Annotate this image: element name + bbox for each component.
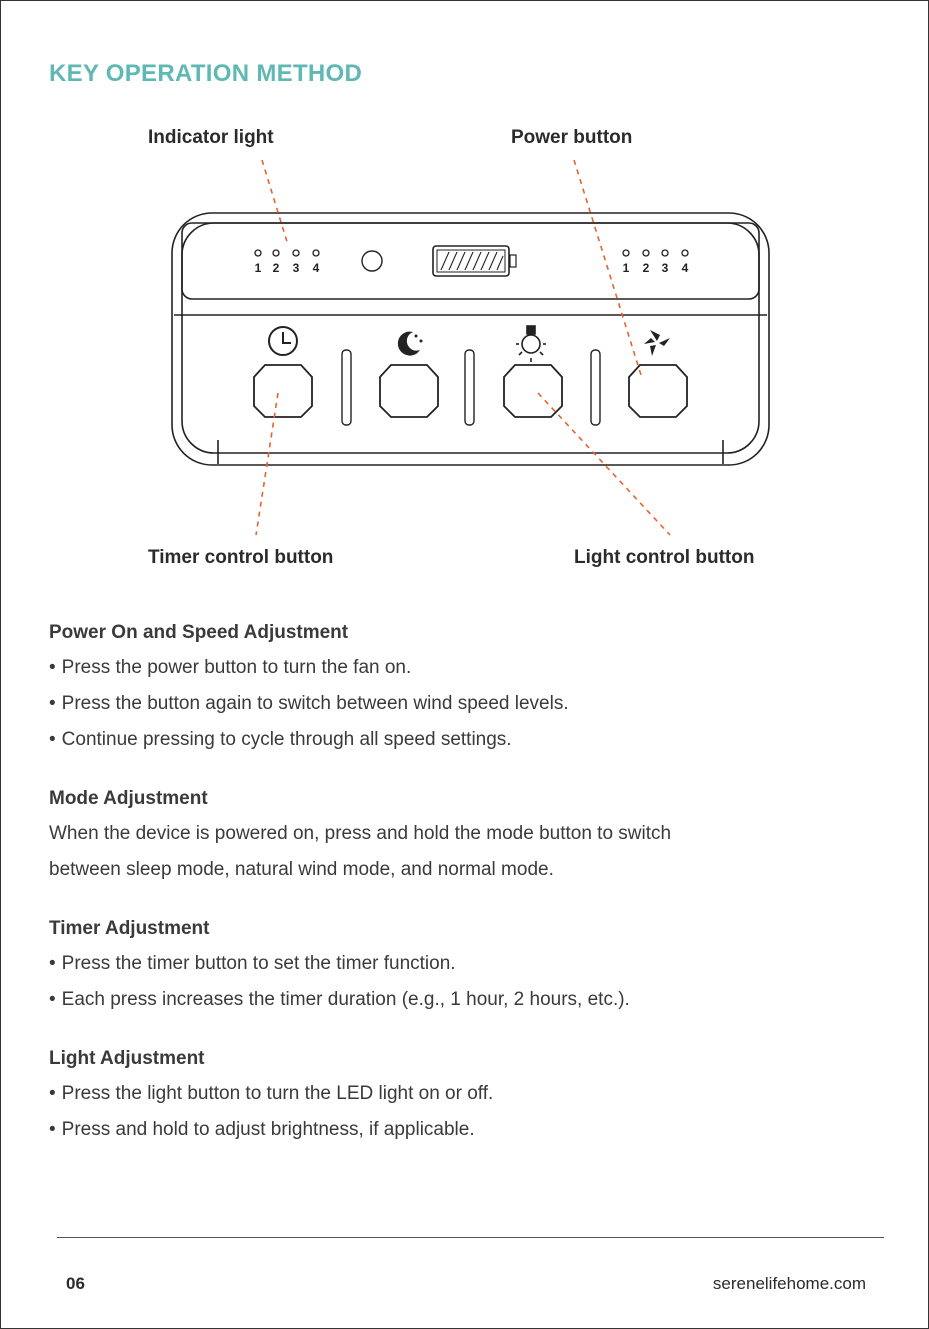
callout-indicator-light: Indicator light [148,127,274,148]
indicator-number: 3 [661,261,669,275]
page-number: 06 [66,1274,85,1293]
indicator-number: 3 [292,261,300,275]
callout-timer-control-button: Timer control button [148,547,334,568]
list-item: • Press the button again to switch between wind speed levels. [49,686,879,722]
indicator-number: 4 [312,261,320,275]
footer-divider [57,1237,884,1238]
indicator-number: 4 [681,261,689,275]
section-heading: Timer Adjustment [49,918,210,939]
section-power-speed [49,620,879,758]
callout-light-control-button: Light control button [574,547,755,568]
device-body [172,213,769,465]
indicator-number: 1 [622,261,630,275]
website-url[interactable]: serenelifehome.com [712,1274,866,1293]
list-item: • Press and hold to adjust brightness, if applicable. [49,1112,879,1148]
list-item: • Continue pressing to cycle through all speed settings. [49,722,879,758]
list-item: • Press the power button to turn the fan on. [49,650,879,686]
power-button[interactable] [629,365,687,417]
instructions [49,620,879,1176]
section-light [49,1046,879,1148]
section-heading: Power On and Speed Adjustment [49,622,349,643]
list-item: • Press the timer button to set the timer function. [49,946,879,982]
page-title: KEY OPERATION METHOD [49,60,363,87]
indicator-number: 2 [272,261,280,275]
bullet-list [49,1076,879,1148]
callout-power-button: Power button [511,127,633,148]
indicator-number: 1 [254,261,262,275]
paragraph-line: between sleep mode, natural wind mode, and normal mode. [49,859,554,880]
mode-button[interactable] [380,365,438,417]
timer-button[interactable] [254,365,312,417]
paragraph-line: When the device is powered on, press and hold the mode button to switch [49,823,672,844]
section-heading: Light Adjustment [49,1048,205,1069]
section-timer [49,916,879,1018]
indicator-number: 2 [642,261,650,275]
bullet-list [49,650,879,758]
list-item: • Each press increases the timer duration (e.g., 1 hour, 2 hours, etc.). [49,982,879,1018]
section-mode [49,786,879,888]
section-heading: Mode Adjustment [49,788,208,809]
bullet-list [49,946,879,1018]
list-item: • Press the light button to turn the LED light on or off. [49,1076,879,1112]
control-panel-diagram [0,110,929,590]
